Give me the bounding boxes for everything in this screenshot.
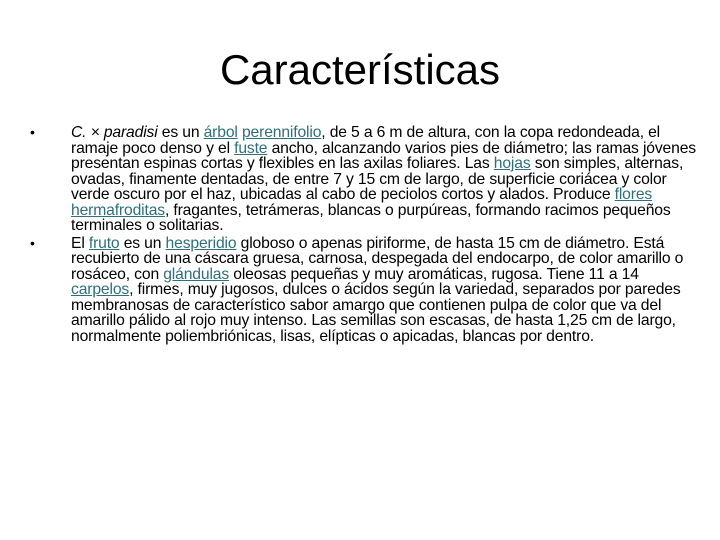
slide-title: Características (219, 46, 501, 93)
link-hermafroditas[interactable]: hermafroditas (71, 201, 165, 219)
bullet-text: , fragantes, tetrámeras, blancas o purpúreas, formando racimos pequeños terminales o solitarias. (71, 201, 671, 234)
bullet-text: , de 5 a 6 m de altura, con la copa redondeada, el ramaje poco denso y el (71, 124, 661, 157)
bullet-text: ancho, alcanzando varios pies de diámetro; las ramas jóvenes presentan espinas cortas y flexibles en las axilas foliares. Las (71, 139, 696, 172)
bullet-item (30, 236, 702, 345)
bullet-text: oleosas pequeñas y muy aromáticas, rugosa. Tiene 11 a 14 (229, 265, 639, 283)
link-flores[interactable]: flores (614, 186, 653, 203)
link-glandulas[interactable]: glándulas (163, 265, 230, 283)
species-name: C. × paradisi (71, 124, 158, 141)
bullet-text: El (71, 234, 89, 252)
link-perennifolio[interactable]: perennifolio (241, 124, 322, 141)
bullet-text: son simples, alternas, ovadas, finamente dentadas, de entre 7 y 15 cm de largo, de superficie coriácea y color verde oscuro por el haz, ubicadas al cabo de peciolos cortos y alados. Produce (71, 155, 684, 203)
bullet-item (30, 125, 702, 234)
link-hesperidio[interactable]: hesperidio (165, 234, 237, 252)
bullet-list (30, 125, 702, 344)
link-fruto[interactable]: fruto (88, 234, 120, 252)
link-arbol[interactable]: árbol (203, 124, 238, 141)
link-fuste[interactable]: fuste (234, 139, 268, 157)
bullet-icon: • (30, 234, 35, 251)
link-hojas[interactable]: hojas (493, 155, 531, 172)
link-carpelos[interactable]: carpelos (71, 281, 130, 298)
bullet-text: , firmes, muy jugosos, dulces o ácidos según la variedad, separados por paredes membranosas de característico sabor amargo que contienen pulpa de color que va del amarillo pálido al rojo muy intenso. Las semillas son escasas, de hasta 1,25 cm de largo, normalmente poliembriónicas, lisas, elípticas o apicadas, blancas por dentro. (71, 281, 681, 345)
bullet-text: globoso o apenas piriforme, de hasta 15 cm de diámetro. Está recubierto de una cáscara gruesa, carnosa, despegada del endocarpo, de color amarillo o rosáceo, con (71, 234, 684, 283)
bullet-text: es un (157, 124, 204, 141)
bullet-text: es un (119, 234, 166, 252)
bullet-icon: • (30, 124, 35, 140)
